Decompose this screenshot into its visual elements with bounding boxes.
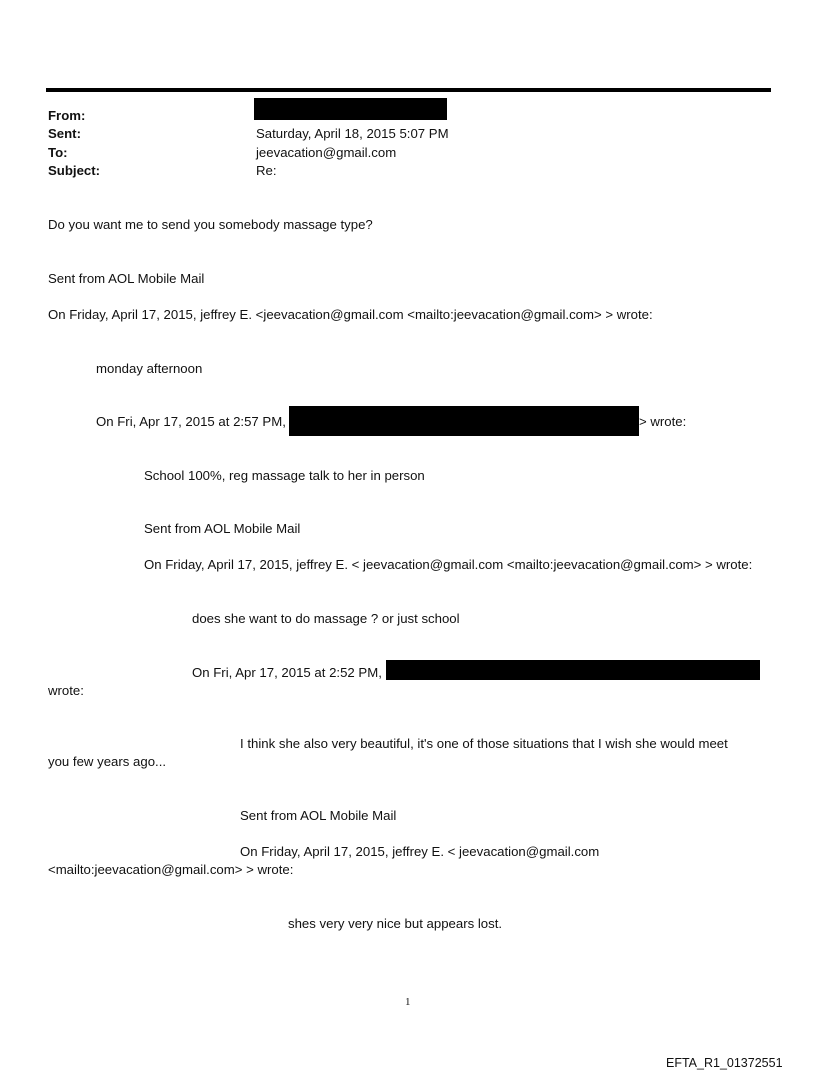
to-label: To: <box>48 145 68 160</box>
body-line: I think she also very beautiful, it's one of those situations that I wish she would meet <box>240 736 728 751</box>
quote-header-tail: wrote: <box>48 683 84 698</box>
quote-header-wrap: <mailto:jeevacation@gmail.com> > wrote: <box>48 862 294 877</box>
subject-label: Subject: <box>48 163 101 178</box>
redacted-sender <box>386 660 760 680</box>
body-line: shes very very nice but appears lost. <box>288 916 503 931</box>
sent-label: Sent: <box>48 126 81 141</box>
body-line: does she want to do massage ? or just school <box>192 611 460 626</box>
body-line: monday afternoon <box>96 361 203 376</box>
quote-header: On Fri, Apr 17, 2015 at 2:57 PM, <box>96 414 286 429</box>
signature-line: Sent from AOL Mobile Mail <box>48 271 205 286</box>
quote-header: On Friday, April 17, 2015, jeffrey E. < jeevacation@gmail.com <mailto:jeevacation@gmail.com> > wrote: <box>144 557 753 572</box>
quote-header-tail: > wrote: <box>639 414 687 429</box>
quote-header: On Friday, April 17, 2015, jeffrey E. < jeevacation@gmail.com <box>240 844 600 859</box>
page-number: 1 <box>405 996 411 1008</box>
redacted-sender <box>254 98 447 120</box>
from-label: From: <box>48 108 86 123</box>
quote-header: On Friday, April 17, 2015, jeffrey E. <jeevacation@gmail.com <mailto:jeevacation@gmail.com> > wrote: <box>48 307 653 322</box>
redacted-sender <box>289 406 639 436</box>
quote-header: On Fri, Apr 17, 2015 at 2:52 PM, <box>192 665 382 680</box>
body-line-wrap: you few years ago... <box>48 754 167 769</box>
sent-value: Saturday, April 18, 2015 5:07 PM <box>256 126 449 141</box>
body-line: Do you want me to send you somebody massage type? <box>48 217 373 232</box>
signature-line: Sent from AOL Mobile Mail <box>240 808 397 823</box>
bates-number: EFTA_R1_01372551 <box>666 1056 783 1070</box>
to-value: jeevacation@gmail.com <box>256 145 397 160</box>
header-rule <box>46 88 771 92</box>
signature-line: Sent from AOL Mobile Mail <box>144 521 301 536</box>
subject-value: Re: <box>256 163 277 178</box>
body-line: School 100%, reg massage talk to her in person <box>144 468 425 483</box>
